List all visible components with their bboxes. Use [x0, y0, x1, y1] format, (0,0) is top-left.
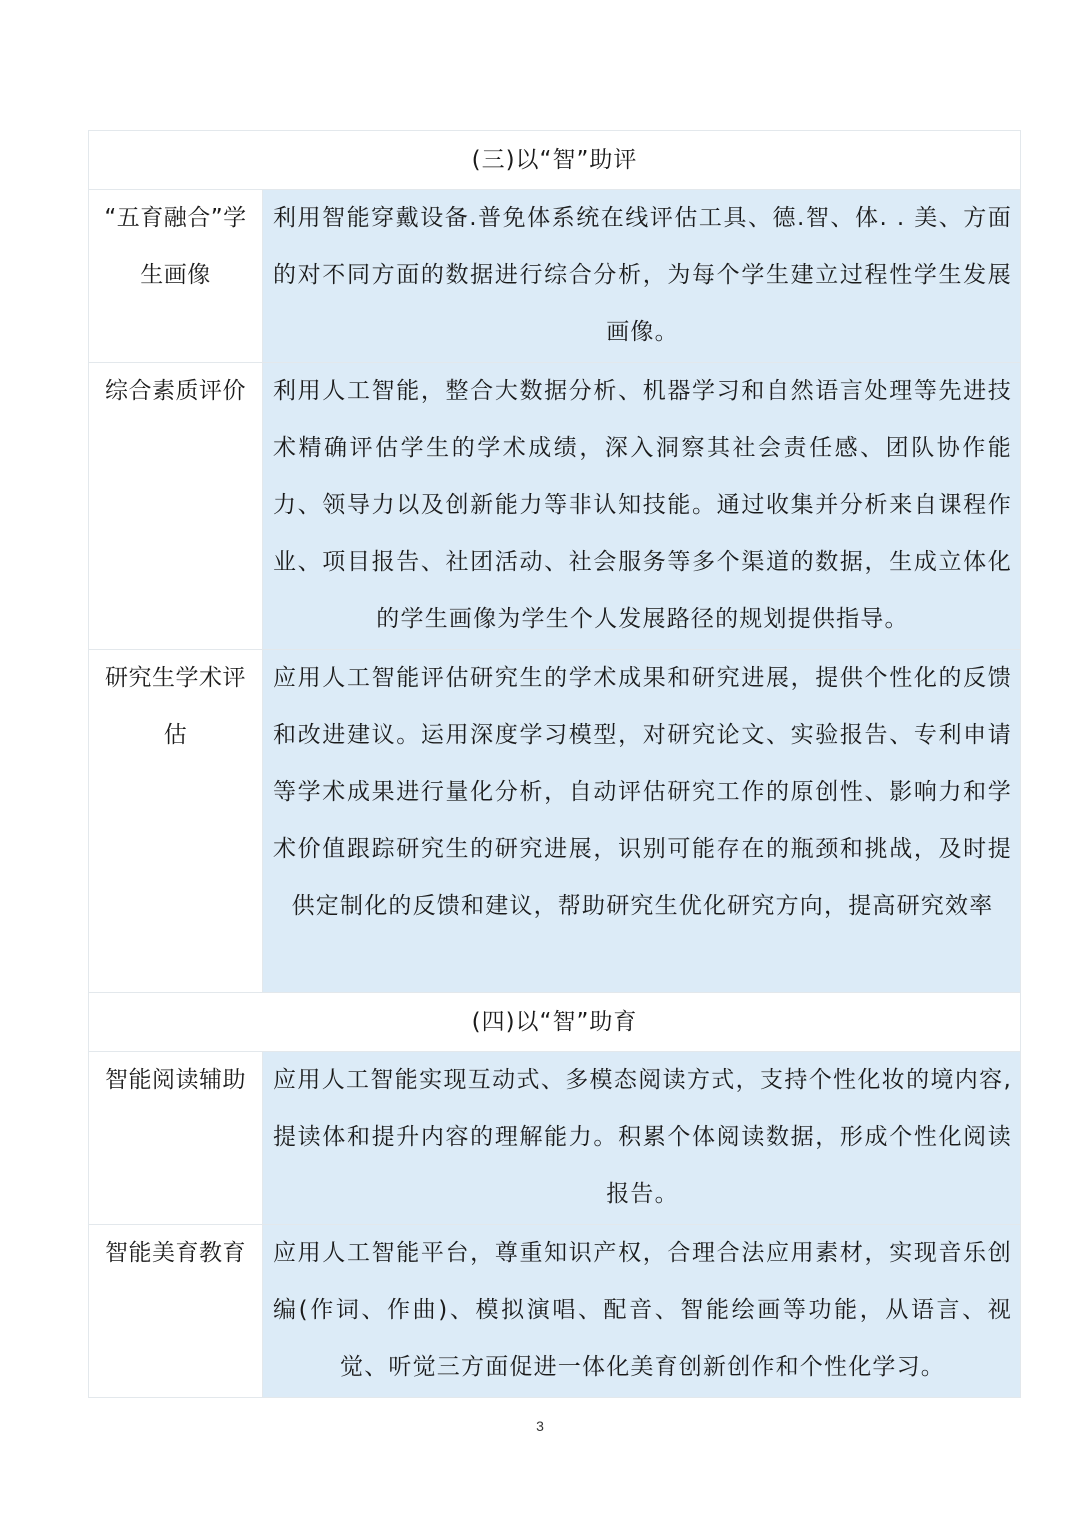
row-label: 研究生学术评估	[89, 650, 263, 993]
table-row	[89, 1052, 1021, 1225]
row-content: 利用人工智能，整合大数据分析、机器学习和自然语言处理等先进技术精确评估学生的学术成绩，深入洞察其社会责任感、团队协作能力、领导力以及创新能力等非认知技能。通过收集并分析来自课程作业、项目报告、社团活动、社会服务等多个渠道的数据，生成立体化的学生画像为学生个人发展路径的规划提供指导。	[263, 363, 1021, 650]
section-header-row	[89, 131, 1021, 190]
content-table	[88, 130, 1021, 1398]
table-row	[89, 190, 1021, 363]
row-label: 综合素质评价	[89, 363, 263, 650]
row-label: “五育融合”学生画像	[89, 190, 263, 363]
page-number: 3	[536, 1418, 544, 1434]
section-title: (四)以“智”助育	[89, 993, 1021, 1052]
table-row	[89, 650, 1021, 993]
row-label: 智能美育教育	[89, 1225, 263, 1398]
section-title: (三)以“智”助评	[89, 131, 1021, 190]
section-header-row	[89, 993, 1021, 1052]
row-content: 应用人工智能平台，尊重知识产权，合理合法应用素材，实现音乐创编(作词、作曲)、模拟演唱、配音、智能绘画等功能，从语言、视觉、听觉三方面促进一体化美育创新创作和个性化学习。	[263, 1225, 1021, 1398]
row-label: 智能阅读辅助	[89, 1052, 263, 1225]
row-content: 利用智能穿戴设备.普免体系统在线评估工具、德.智、体. . 美、方面的对不同方面的数据进行综合分析，为每个学生建立过程性学生发展画像。	[263, 190, 1021, 363]
table-row	[89, 1225, 1021, 1398]
table-row	[89, 363, 1021, 650]
row-content: 应用人工智能评估研究生的学术成果和研究进展，提供个性化的反馈和改进建议。运用深度学习模型，对研究论文、实验报告、专利申请等学术成果进行量化分析，自动评估研究工作的原创性、影响力和学术价值跟踪研究生的研究进展，识别可能存在的瓶颈和挑战，及时提供定制化的反馈和建议，帮助研究生优化研究方向，提高研究效率	[263, 650, 1021, 993]
row-content: 应用人工智能实现互动式、多模态阅读方式，支持个性化妆的境内容, 提读体和提升内容的理解能力。积累个体阅读数据，形成个性化阅读报告。	[263, 1052, 1021, 1225]
